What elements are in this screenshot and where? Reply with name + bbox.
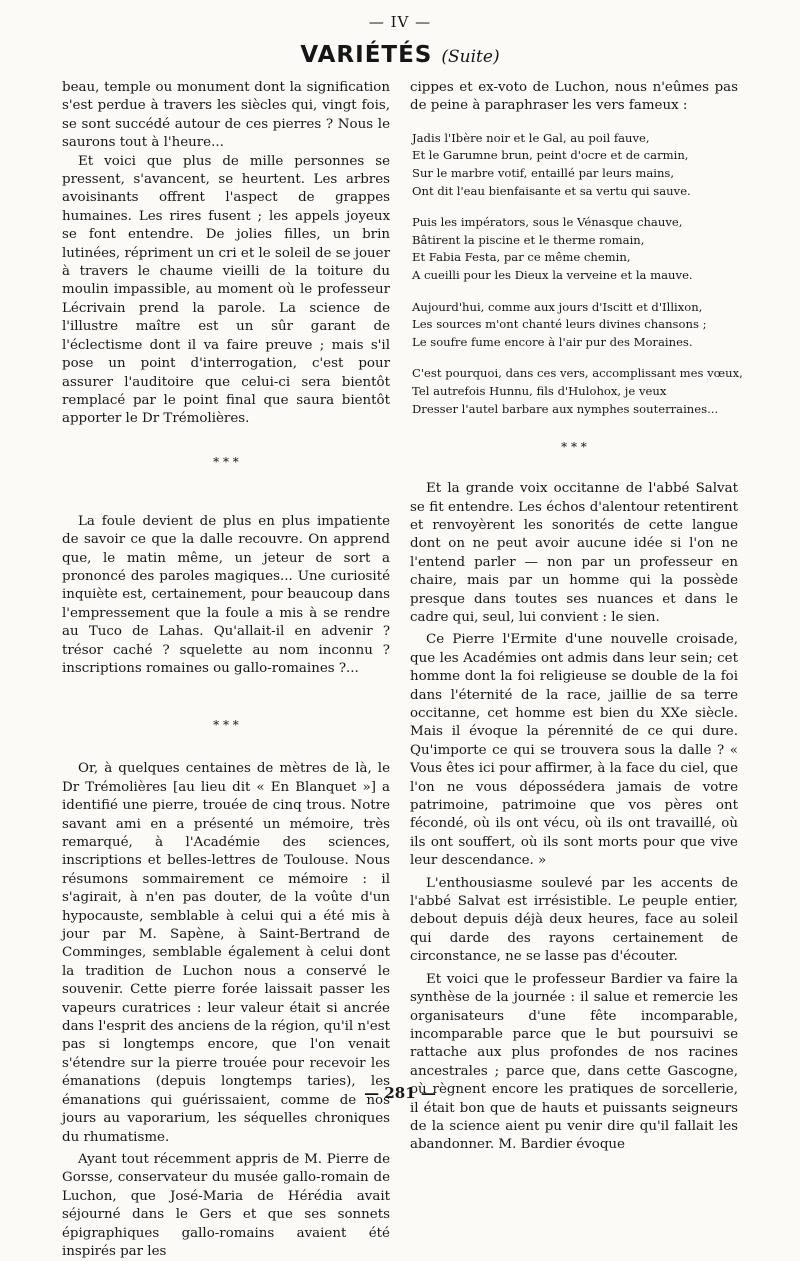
right-paragraph-2: Et la grande voix occitanne de l'abbé Salvat se fit entendre. Les échos d'alentour retentirent et renvoyèrent les sonorités de cette langue dont on ne peut avoir aucune idée si l'on ne l'entend parler — non par un professeur en chaire, mais par un homme qui la possède presque dans toutes ses nuances et dans le cadre qui, seul, lui convient : le sien. [410, 481, 738, 625]
poem-line: Les sources m'ont chanté leurs divines chansons ; [412, 317, 707, 332]
poem-stanza-4 [412, 365, 743, 418]
section-subtitle: (Suite) [441, 47, 500, 67]
left-paragraph-4: Or, à quelques centaines de mètres de là, le Dr Trémolières [au lieu dit « En Blanquet »] a identifié une pierre, trouée de cinq trous. Notre savant ami en a présenté un mémoire, très remarqué, à l'Académie des sciences, inscriptions et belles-lettres de Toulouse. Nous résumons sommairement ce mémoire : il s'agirait, à n'en pas douter, de la voûte d'un hypocauste, semblable à celui qui a été mis à jour par M. Sapène, à Saint-Bertrand de Comminges, semblable également à celui dont la tradition de Luchon nous a conservé le souvenir. Cette pierre forée laissait passer les vapeurs curatrices : leur valeur était si ancrée dans l'esprit des anciens de la région, qu'il n'est pas si longtemps encore, que l'on venait s'étendre sur la pierre trouée pour recevoir les émanations (depuis longtemps taries), les émanations qui guérissaient, comme de nos jours au vaporarium, les séquelles chroniques du rhumatisme. [62, 761, 390, 1145]
poem-line: Bâtirent la piscine et le therme romain, [412, 232, 645, 247]
section-separator: * * * [561, 440, 587, 455]
poem-line: C'est pourquoi, dans ces vers, accomplissant mes vœux, [412, 366, 743, 381]
poem-line: Ont dit l'eau bienfaisante et sa vertu qui sauve. [412, 183, 691, 198]
right-paragraph-5: Et voici que le professeur Bardier va faire la synthèse de la journée : il salue et remercie les organisateurs d'une fête incomparable, incomparable parce que le but poursuivi se rattache aux plus profondes de nos racines ancestrales ; parce que, dans cette Gascogne, où règnent encore les pratiques de sorcellerie, il était bon que de hauts et puissants seigneurs de la science aient pu venir dire qu'il fallait les abandonner. M. Bardier évoque [410, 971, 738, 1153]
poem-line: Dresser l'autel barbare aux nymphes souterraines... [412, 401, 719, 416]
poem-line: Le soufre fume encore à l'air pur des Moraines. [412, 334, 693, 349]
page-roman-number: — IV — [368, 13, 432, 31]
poem-line: A cueilli pour les Dieux la verveine et la mauve. [412, 267, 693, 282]
poem-line: Puis les impérators, sous le Vénasque chauve, [412, 215, 683, 230]
section-title [0, 42, 800, 68]
left-paragraph-5: Ayant tout récemment appris de M. Pierre de Gorsse, conservateur du musée gallo-romain de Luchon, que José-Maria de Hérédia avait séjourné dans le Gers et que ses sonnets épigraphiques gallo-romains avaient été inspirés par les [62, 1151, 390, 1259]
page-number: — 281 — [364, 1084, 436, 1102]
left-paragraph-1: beau, temple ou monument dont la signification s'est perdue à travers les siècles qui, vingt fois, se sont succédé autour de ces pierres ? Nous le saurons tout à l'heure... [62, 80, 390, 151]
poem-line: Aujourd'hui, comme aux jours d'Iscitt et d'Illixon, [412, 299, 703, 314]
poem-line: Jadis l'Ibère noir et le Gal, au poil fauve, [412, 130, 650, 145]
right-paragraph-3: Ce Pierre l'Ermite d'une nouvelle croisade, que les Académies ont admis dans leur sein; cet homme dont la foi religieuse se double de la foi dans l'éternité de la race, jaillie de sa terre occitanne, cet homme est bien du XXe siècle. Mais il évoque la pérennité de ce qui dure. Qu'importe ce qui se trouvera sous la dalle ? « Vous êtes ici pour affirmer, à la face du ciel, que l'on ne vous dépossédera jamais de votre patrimoine, patrimoine que vos pères ont fécondé, où ils ont vécu, où ils ont travaillé, où ils ont souffert, où ils sont morts pour que vive leur descendance. » [410, 632, 738, 869]
poem-line: Et Fabia Festa, par ce même chemin, [412, 250, 631, 265]
right-paragraph-4: L'enthousiasme soulevé par les accents de l'abbé Salvat est irrésistible. Le peuple entier, debout depuis déjà deux heures, face au soleil qui darde des rayons certainement de circonstance, ne se lasse pas d'écouter. [410, 875, 738, 965]
section-separator: * * * [213, 718, 239, 733]
right-paragraph-1: cippes et ex-voto de Luchon, nous n'eûmes pas de peine à paraphraser les vers fameux : [410, 80, 738, 114]
section-separator: * * * [213, 454, 239, 469]
poem-stanza-3 [412, 299, 738, 352]
poem-line: Et le Garumne brun, peint d'ocre et de carmin, [412, 148, 689, 163]
section-title-text: VARIÉTÉS [300, 42, 433, 68]
left-paragraph-2: Et voici que plus de mille personnes se pressent, s'avancent, se heurtent. Les arbres avoisinants offrent l'aspect de grappes humaines. Les rires fusent ; les appels joyeux se font entendre. De jolies filles, un brin lutinées, répriment un cri et le soleil de se jouer à travers le chaume vieilli de la toiture du moulin impassible, au moment où le professeur Lécrivain prend la parole. La science de l'illustre maître est un sûr garant de l'éclectisme dont il va faire preuve ; mais s'il pose un point d'interrogation, c'est pour assurer l'auditoire que celui-ci sera bientôt remplacé par le point final que saura bientôt apporter le Dr Trémolières. [62, 153, 390, 427]
left-paragraph-3: La foule devient de plus en plus impatiente de savoir ce que la dalle recouvre. On apprend que, le matin même, un jeteur de sort a prononcé des paroles magiques... Une curiosité inquiète est, certainement, pour beaucoup dans l'empressement que la foule a mis à se rendre au Tuco de Lahas. Qu'allait-il en advenir ? trésor caché ? squelette au nom inconnu ? inscriptions romaines ou gallo-romaines ?... [62, 513, 390, 676]
poem-stanza-1 [412, 130, 738, 200]
poem-line: Tel autrefois Hunnu, fils d'Hulohox, je veux [412, 383, 667, 398]
right-column [410, 79, 743, 1155]
poem [412, 130, 743, 418]
poem-stanza-2 [412, 214, 738, 284]
poem-line: Sur le marbre votif, entaillé par leurs mains, [412, 166, 675, 180]
